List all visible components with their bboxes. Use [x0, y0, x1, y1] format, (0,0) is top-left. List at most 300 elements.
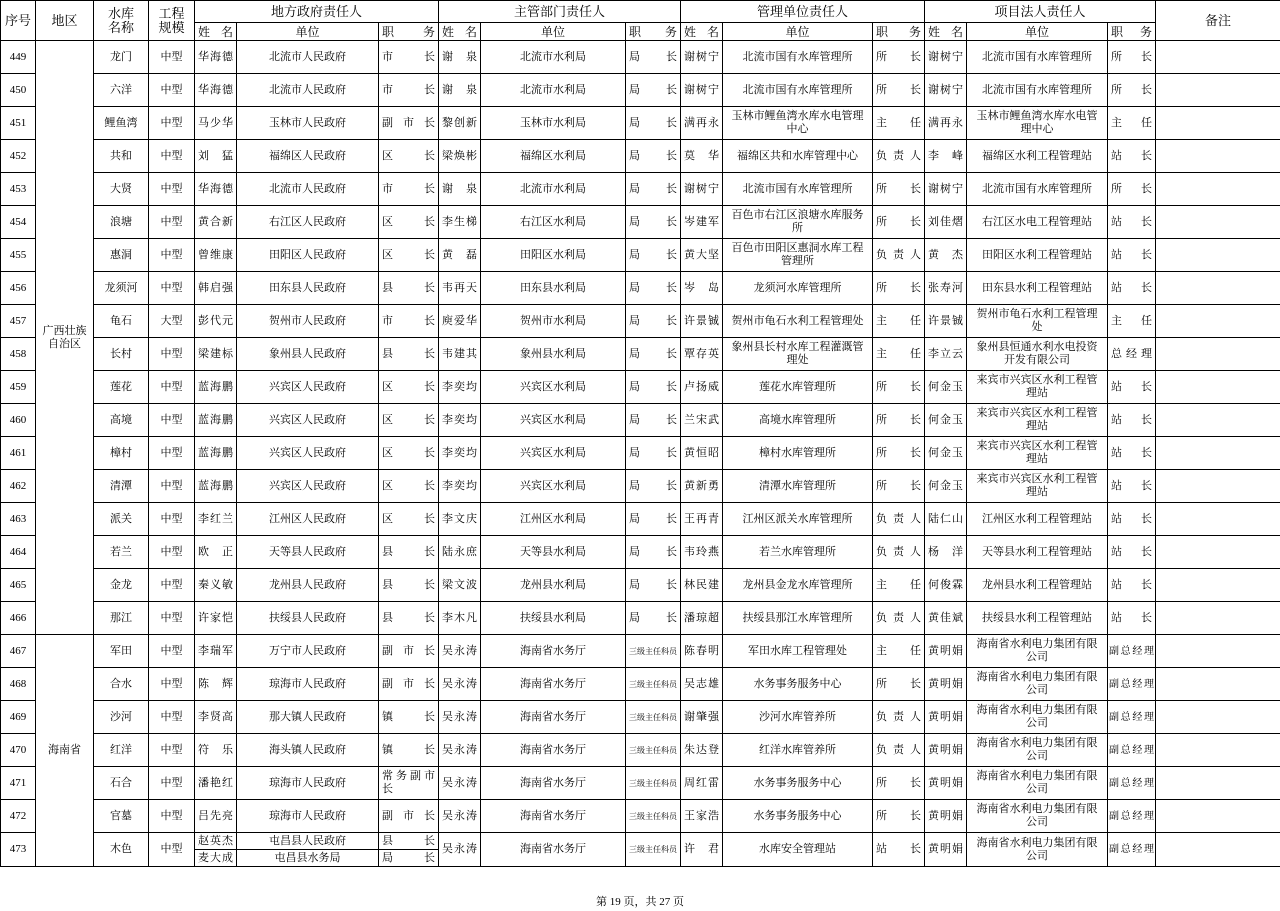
reservoir-name-cell: 那江 — [94, 602, 149, 635]
legal-title-cell: 副总经理 — [1108, 833, 1156, 867]
reservoir-name-cell: 石合 — [94, 767, 149, 800]
reservoir-name-cell: 龙门 — [94, 41, 149, 74]
gov-name-cell — [195, 833, 237, 867]
header-scale — [149, 1, 195, 41]
dept-name-cell: 李奕均 — [439, 404, 481, 437]
mgmt-name-cell: 谢树宁 — [681, 41, 723, 74]
table-row — [1, 569, 1280, 602]
gov-unit-entry: 屯昌县水务局 — [237, 849, 378, 866]
dept-name-cell: 陆永庶 — [439, 536, 481, 569]
dept-unit-cell: 玉林市水利局 — [481, 107, 626, 140]
gov-title-cell: 镇长 — [379, 734, 439, 767]
mgmt-name-cell: 黄恒昭 — [681, 437, 723, 470]
header-mgmt-name: 姓名 — [681, 23, 723, 41]
legal-title-cell: 站长 — [1108, 272, 1156, 305]
mgmt-title-cell: 负责人 — [873, 503, 925, 536]
reservoir-name-cell: 清潭 — [94, 470, 149, 503]
gov-title-cell: 市长 — [379, 74, 439, 107]
table-row — [1, 173, 1280, 206]
legal-unit-cell: 海南省水利电力集团有限公司 — [967, 833, 1108, 867]
seq-cell: 462 — [1, 470, 36, 503]
table-row — [1, 470, 1280, 503]
scale-cell: 中型 — [149, 767, 195, 800]
gov-unit-cell: 琼海市人民政府 — [237, 800, 379, 833]
mgmt-unit-cell: 北流市国有水库管理所 — [723, 41, 873, 74]
table-body — [1, 41, 1280, 867]
legal-unit-cell: 北流市国有水库管理所 — [967, 74, 1108, 107]
legal-unit-cell: 江州区水利工程管理站 — [967, 503, 1108, 536]
mgmt-unit-cell: 军田水库工程管理处 — [723, 635, 873, 668]
mgmt-title-cell: 负责人 — [873, 239, 925, 272]
mgmt-unit-cell: 扶绥县那江水库管理所 — [723, 602, 873, 635]
scale-cell: 中型 — [149, 140, 195, 173]
gov-title-cell: 县长 — [379, 569, 439, 602]
gov-unit-cell: 北流市人民政府 — [237, 41, 379, 74]
mgmt-unit-cell: 红洋水库管养所 — [723, 734, 873, 767]
dept-unit-cell: 海南省水务厅 — [481, 833, 626, 867]
reservoir-name-cell: 惠洞 — [94, 239, 149, 272]
mgmt-name-cell: 王家浩 — [681, 800, 723, 833]
reservoir-name-cell: 金龙 — [94, 569, 149, 602]
scale-cell: 中型 — [149, 437, 195, 470]
gov-title-cell: 市长 — [379, 41, 439, 74]
table-row — [1, 833, 1280, 867]
scale-cell: 中型 — [149, 107, 195, 140]
mgmt-title-cell: 所长 — [873, 272, 925, 305]
seq-cell: 456 — [1, 272, 36, 305]
dept-name-cell: 李奕均 — [439, 470, 481, 503]
gov-name-cell: 秦义敏 — [195, 569, 237, 602]
gov-name-cell: 符乐 — [195, 734, 237, 767]
remark-cell — [1156, 140, 1280, 173]
gov-name-cell: 欧正 — [195, 536, 237, 569]
seq-cell: 449 — [1, 41, 36, 74]
dept-unit-cell: 田阳区水利局 — [481, 239, 626, 272]
header-mgmt-group: 管理单位责任人 — [681, 1, 925, 23]
gov-title-cell: 县长 — [379, 272, 439, 305]
legal-title-cell: 主任 — [1108, 107, 1156, 140]
legal-name-cell: 黄佳斌 — [925, 602, 967, 635]
mgmt-name-cell: 林民建 — [681, 569, 723, 602]
seq-cell: 463 — [1, 503, 36, 536]
seq-cell: 470 — [1, 734, 36, 767]
legal-name-cell: 黄明娟 — [925, 800, 967, 833]
region-cell: 广西壮族自治区 — [36, 41, 94, 635]
mgmt-title-cell: 主任 — [873, 569, 925, 602]
dept-title-cell: 局长 — [626, 503, 681, 536]
legal-name-cell: 李峰 — [925, 140, 967, 173]
remark-cell — [1156, 602, 1280, 635]
legal-name-cell: 何金玉 — [925, 371, 967, 404]
mgmt-unit-cell: 龙须河水库管理所 — [723, 272, 873, 305]
reservoir-name-cell: 红洋 — [94, 734, 149, 767]
legal-name-cell: 谢树宁 — [925, 173, 967, 206]
gov-title-cell: 镇长 — [379, 701, 439, 734]
mgmt-unit-cell: 象州县长村水库工程灌溉管理处 — [723, 338, 873, 371]
mgmt-name-cell: 莫华 — [681, 140, 723, 173]
table-row — [1, 734, 1280, 767]
header-mgmt-unit: 单位 — [723, 23, 873, 41]
dept-title-cell: 局长 — [626, 404, 681, 437]
legal-name-cell: 谢树宁 — [925, 41, 967, 74]
reservoir-name-cell: 若兰 — [94, 536, 149, 569]
seq-cell: 467 — [1, 635, 36, 668]
dept-name-cell: 庾爱华 — [439, 305, 481, 338]
seq-cell: 450 — [1, 74, 36, 107]
header-gov-name: 姓名 — [195, 23, 237, 41]
mgmt-name-cell: 潘琼超 — [681, 602, 723, 635]
header-legal-unit: 单位 — [967, 23, 1108, 41]
header-gov-unit: 单位 — [237, 23, 379, 41]
mgmt-title-cell: 所长 — [873, 767, 925, 800]
table-row — [1, 206, 1280, 239]
gov-name-cell: 曾维康 — [195, 239, 237, 272]
legal-unit-cell: 来宾市兴宾区水利工程管理站 — [967, 437, 1108, 470]
legal-name-cell: 黄明娟 — [925, 767, 967, 800]
dept-name-cell: 李奕均 — [439, 437, 481, 470]
mgmt-title-cell: 主任 — [873, 305, 925, 338]
gov-title-cell: 区长 — [379, 503, 439, 536]
legal-title-cell: 站长 — [1108, 404, 1156, 437]
legal-name-cell: 张寿河 — [925, 272, 967, 305]
gov-unit-cell: 贺州市人民政府 — [237, 305, 379, 338]
table-row — [1, 140, 1280, 173]
gov-unit-cell — [237, 833, 379, 867]
scale-cell: 中型 — [149, 602, 195, 635]
mgmt-name-cell: 韦玲燕 — [681, 536, 723, 569]
mgmt-name-cell: 王再青 — [681, 503, 723, 536]
legal-name-cell: 许景铖 — [925, 305, 967, 338]
mgmt-unit-cell: 清潭水库管理所 — [723, 470, 873, 503]
legal-title-cell: 站长 — [1108, 371, 1156, 404]
gov-title-cell — [379, 833, 439, 867]
dept-title-cell: 局长 — [626, 569, 681, 602]
mgmt-unit-cell: 水库安全管理站 — [723, 833, 873, 867]
remark-cell — [1156, 767, 1280, 800]
mgmt-title-cell: 负责人 — [873, 140, 925, 173]
legal-title-cell: 站长 — [1108, 206, 1156, 239]
mgmt-name-cell: 满再永 — [681, 107, 723, 140]
legal-unit-cell: 福绵区水利工程管理站 — [967, 140, 1108, 173]
table-row — [1, 701, 1280, 734]
seq-cell: 468 — [1, 668, 36, 701]
gov-unit-cell: 江州区人民政府 — [237, 503, 379, 536]
mgmt-title-cell: 所长 — [873, 437, 925, 470]
mgmt-name-cell: 兰宋武 — [681, 404, 723, 437]
dept-name-cell: 吴永涛 — [439, 668, 481, 701]
remark-cell — [1156, 74, 1280, 107]
gov-unit-cell: 玉林市人民政府 — [237, 107, 379, 140]
gov-unit-cell: 天等县人民政府 — [237, 536, 379, 569]
table-row — [1, 602, 1280, 635]
reservoir-name-cell: 沙河 — [94, 701, 149, 734]
gov-name-cell: 蓝海鹏 — [195, 371, 237, 404]
mgmt-unit-cell: 江州区派关水库管理所 — [723, 503, 873, 536]
legal-unit-cell: 海南省水利电力集团有限公司 — [967, 668, 1108, 701]
mgmt-name-cell: 周红雷 — [681, 767, 723, 800]
reservoir-name-cell: 木色 — [94, 833, 149, 867]
remark-cell — [1156, 338, 1280, 371]
page-footer: 第 19 页，共 27 页 — [596, 896, 684, 908]
legal-name-cell: 黄明娟 — [925, 635, 967, 668]
reservoir-name-cell: 共和 — [94, 140, 149, 173]
dept-unit-cell: 福绵区水利局 — [481, 140, 626, 173]
legal-title-cell: 所长 — [1108, 74, 1156, 107]
dept-title-cell: 局长 — [626, 437, 681, 470]
scale-cell: 中型 — [149, 569, 195, 602]
dept-name-cell: 梁文波 — [439, 569, 481, 602]
scale-cell: 中型 — [149, 734, 195, 767]
legal-name-cell: 黄明娟 — [925, 833, 967, 867]
region-cell: 海南省 — [36, 635, 94, 867]
gov-name-cell: 华海德 — [195, 41, 237, 74]
gov-unit-cell: 兴宾区人民政府 — [237, 437, 379, 470]
remark-cell — [1156, 734, 1280, 767]
table-row — [1, 437, 1280, 470]
gov-name-cell: 黄合新 — [195, 206, 237, 239]
dept-title-cell: 三级主任科员 — [626, 800, 681, 833]
seq-cell: 472 — [1, 800, 36, 833]
seq-cell: 459 — [1, 371, 36, 404]
mgmt-title-cell: 主任 — [873, 338, 925, 371]
legal-name-cell: 黄杰 — [925, 239, 967, 272]
remark-cell — [1156, 470, 1280, 503]
header-dept-name: 姓名 — [439, 23, 481, 41]
dept-title-cell: 局长 — [626, 206, 681, 239]
mgmt-title-cell: 负责人 — [873, 701, 925, 734]
gov-unit-cell: 北流市人民政府 — [237, 74, 379, 107]
mgmt-name-cell: 黄大坚 — [681, 239, 723, 272]
legal-unit-cell: 海南省水利电力集团有限公司 — [967, 800, 1108, 833]
header-seq: 序号 — [1, 1, 36, 41]
gov-unit-cell: 万宁市人民政府 — [237, 635, 379, 668]
dept-title-cell: 三级主任科员 — [626, 767, 681, 800]
legal-unit-cell: 龙州县水利工程管理站 — [967, 569, 1108, 602]
reservoir-name-cell: 官墓 — [94, 800, 149, 833]
reservoir-name-cell: 莲花 — [94, 371, 149, 404]
mgmt-name-cell: 岑建军 — [681, 206, 723, 239]
legal-name-cell: 陆仁山 — [925, 503, 967, 536]
remark-cell — [1156, 833, 1280, 867]
table-row — [1, 74, 1280, 107]
scale-cell: 中型 — [149, 41, 195, 74]
gov-unit-cell: 琼海市人民政府 — [237, 668, 379, 701]
dept-name-cell: 谢泉 — [439, 41, 481, 74]
scale-cell: 中型 — [149, 404, 195, 437]
mgmt-unit-cell: 水务事务服务中心 — [723, 668, 873, 701]
gov-title-entry: 局长 — [379, 849, 438, 866]
dept-name-cell: 黎创新 — [439, 107, 481, 140]
scale-cell: 中型 — [149, 239, 195, 272]
header-dept-group: 主管部门责任人 — [439, 1, 681, 23]
gov-title-cell: 副市长 — [379, 800, 439, 833]
gov-name-cell: 潘艳红 — [195, 767, 237, 800]
legal-title-cell: 站长 — [1108, 239, 1156, 272]
mgmt-unit-cell: 北流市国有水库管理所 — [723, 173, 873, 206]
mgmt-unit-cell: 水务事务服务中心 — [723, 800, 873, 833]
gov-name-cell: 蓝海鹏 — [195, 404, 237, 437]
scale-cell: 大型 — [149, 305, 195, 338]
mgmt-title-cell: 负责人 — [873, 602, 925, 635]
mgmt-name-cell: 卢扬威 — [681, 371, 723, 404]
gov-title-cell: 县长 — [379, 536, 439, 569]
scale-cell: 中型 — [149, 338, 195, 371]
legal-unit-cell: 玉林市鲤鱼湾水库水电管理中心 — [967, 107, 1108, 140]
legal-unit-cell: 海南省水利电力集团有限公司 — [967, 635, 1108, 668]
remark-cell — [1156, 437, 1280, 470]
mgmt-title-cell: 所长 — [873, 206, 925, 239]
dept-title-cell: 局长 — [626, 470, 681, 503]
legal-title-cell: 副总经理 — [1108, 701, 1156, 734]
dept-unit-cell: 兴宾区水利局 — [481, 470, 626, 503]
seq-cell: 452 — [1, 140, 36, 173]
mgmt-unit-cell: 沙河水库管养所 — [723, 701, 873, 734]
mgmt-name-cell: 许君 — [681, 833, 723, 867]
seq-cell: 465 — [1, 569, 36, 602]
gov-name-cell: 梁建标 — [195, 338, 237, 371]
dept-name-cell: 李木凡 — [439, 602, 481, 635]
header-gov-title: 职务 — [379, 23, 439, 41]
dept-unit-cell: 兴宾区水利局 — [481, 371, 626, 404]
scale-cell: 中型 — [149, 668, 195, 701]
dept-title-cell: 局长 — [626, 173, 681, 206]
dept-title-cell: 三级主任科员 — [626, 635, 681, 668]
gov-title-cell: 县长 — [379, 602, 439, 635]
mgmt-name-cell: 吴志雄 — [681, 668, 723, 701]
gov-name-entry: 赵英杰 — [198, 835, 233, 847]
dept-title-cell: 局长 — [626, 239, 681, 272]
seq-cell: 457 — [1, 305, 36, 338]
seq-cell: 464 — [1, 536, 36, 569]
mgmt-title-cell: 主任 — [873, 635, 925, 668]
gov-name-cell: 蓝海鹏 — [195, 437, 237, 470]
dept-name-cell: 吴永涛 — [439, 800, 481, 833]
legal-unit-cell: 来宾市兴宾区水利工程管理站 — [967, 404, 1108, 437]
reservoir-name-cell: 龟石 — [94, 305, 149, 338]
gov-name-cell: 李红兰 — [195, 503, 237, 536]
reservoir-name-cell: 派关 — [94, 503, 149, 536]
dept-name-cell: 韦再天 — [439, 272, 481, 305]
reservoir-name-cell: 鲤鱼湾 — [94, 107, 149, 140]
gov-title-cell: 区长 — [379, 437, 439, 470]
legal-title-cell: 站长 — [1108, 536, 1156, 569]
header-scale-label: 工程规模 — [158, 5, 185, 35]
mgmt-unit-cell: 北流市国有水库管理所 — [723, 74, 873, 107]
remark-cell — [1156, 371, 1280, 404]
scale-cell: 中型 — [149, 470, 195, 503]
gov-name-cell: 韩启强 — [195, 272, 237, 305]
table-row — [1, 371, 1280, 404]
mgmt-name-cell: 谢树宁 — [681, 173, 723, 206]
gov-unit-cell: 扶绥县人民政府 — [237, 602, 379, 635]
mgmt-title-cell: 站长 — [873, 833, 925, 867]
dept-unit-cell: 海南省水务厅 — [481, 635, 626, 668]
gov-name-cell: 华海德 — [195, 173, 237, 206]
legal-name-cell: 何俊霖 — [925, 569, 967, 602]
seq-cell: 471 — [1, 767, 36, 800]
dept-title-cell: 局长 — [626, 305, 681, 338]
mgmt-unit-cell: 樟村水库管理所 — [723, 437, 873, 470]
mgmt-unit-cell: 玉林市鲤鱼湾水库水电管理中心 — [723, 107, 873, 140]
header-dept-title: 职务 — [626, 23, 681, 41]
header-legal-name: 姓名 — [925, 23, 967, 41]
seq-cell: 458 — [1, 338, 36, 371]
gov-name-cell: 陈辉 — [195, 668, 237, 701]
mgmt-title-cell: 主任 — [873, 107, 925, 140]
gov-unit-cell: 兴宾区人民政府 — [237, 470, 379, 503]
seq-cell: 473 — [1, 833, 36, 867]
dept-title-cell: 三级主任科员 — [626, 668, 681, 701]
remark-cell — [1156, 272, 1280, 305]
dept-title-cell: 局长 — [626, 338, 681, 371]
dept-unit-cell: 象州县水利局 — [481, 338, 626, 371]
header-legal-group: 项目法人责任人 — [925, 1, 1156, 23]
gov-title-cell: 区长 — [379, 239, 439, 272]
legal-name-cell: 杨洋 — [925, 536, 967, 569]
dept-name-cell: 吴永涛 — [439, 767, 481, 800]
legal-unit-cell: 象州县恒通水利水电投资开发有限公司 — [967, 338, 1108, 371]
table-row — [1, 239, 1280, 272]
legal-unit-cell: 扶绥县水利工程管理站 — [967, 602, 1108, 635]
dept-title-cell: 三级主任科员 — [626, 734, 681, 767]
gov-unit-cell: 福绵区人民政府 — [237, 140, 379, 173]
table-row — [1, 107, 1280, 140]
gov-unit-cell: 琼海市人民政府 — [237, 767, 379, 800]
legal-name-cell: 满再永 — [925, 107, 967, 140]
dept-title-cell: 局长 — [626, 41, 681, 74]
dept-title-cell: 三级主任科员 — [626, 833, 681, 867]
legal-name-cell: 李立云 — [925, 338, 967, 371]
legal-title-cell: 站长 — [1108, 140, 1156, 173]
legal-title-cell: 副总经理 — [1108, 734, 1156, 767]
gov-name-entry: 麦大成 — [195, 849, 236, 866]
seq-cell: 466 — [1, 602, 36, 635]
gov-unit-entry: 屯昌县人民政府 — [269, 835, 346, 847]
gov-unit-cell: 右江区人民政府 — [237, 206, 379, 239]
dept-name-cell: 李奕均 — [439, 371, 481, 404]
dept-unit-cell: 海南省水务厅 — [481, 701, 626, 734]
mgmt-title-cell: 所长 — [873, 404, 925, 437]
mgmt-title-cell: 所长 — [873, 74, 925, 107]
scale-cell: 中型 — [149, 74, 195, 107]
dept-unit-cell: 海南省水务厅 — [481, 734, 626, 767]
reservoir-name-cell: 大贤 — [94, 173, 149, 206]
header-reservoir-label: 水库名称 — [107, 5, 134, 35]
gov-unit-cell: 象州县人民政府 — [237, 338, 379, 371]
legal-name-cell: 黄明娟 — [925, 701, 967, 734]
legal-name-cell: 何金玉 — [925, 470, 967, 503]
gov-name-cell: 马少华 — [195, 107, 237, 140]
dept-unit-cell: 右江区水利局 — [481, 206, 626, 239]
mgmt-name-cell: 黄新勇 — [681, 470, 723, 503]
gov-name-cell: 彭代元 — [195, 305, 237, 338]
mgmt-unit-cell: 水务事务服务中心 — [723, 767, 873, 800]
gov-name-cell: 蓝海鹏 — [195, 470, 237, 503]
legal-unit-cell: 来宾市兴宾区水利工程管理站 — [967, 470, 1108, 503]
legal-title-cell: 副总经理 — [1108, 800, 1156, 833]
mgmt-title-cell: 所长 — [873, 41, 925, 74]
dept-unit-cell: 田东县水利局 — [481, 272, 626, 305]
remark-cell — [1156, 239, 1280, 272]
table-row — [1, 272, 1280, 305]
dept-unit-cell: 天等县水利局 — [481, 536, 626, 569]
gov-unit-cell: 兴宾区人民政府 — [237, 404, 379, 437]
gov-name-cell: 刘猛 — [195, 140, 237, 173]
reservoir-name-cell: 六洋 — [94, 74, 149, 107]
legal-title-cell: 站长 — [1108, 602, 1156, 635]
legal-unit-cell: 来宾市兴宾区水利工程管理站 — [967, 371, 1108, 404]
dept-unit-cell: 兴宾区水利局 — [481, 437, 626, 470]
